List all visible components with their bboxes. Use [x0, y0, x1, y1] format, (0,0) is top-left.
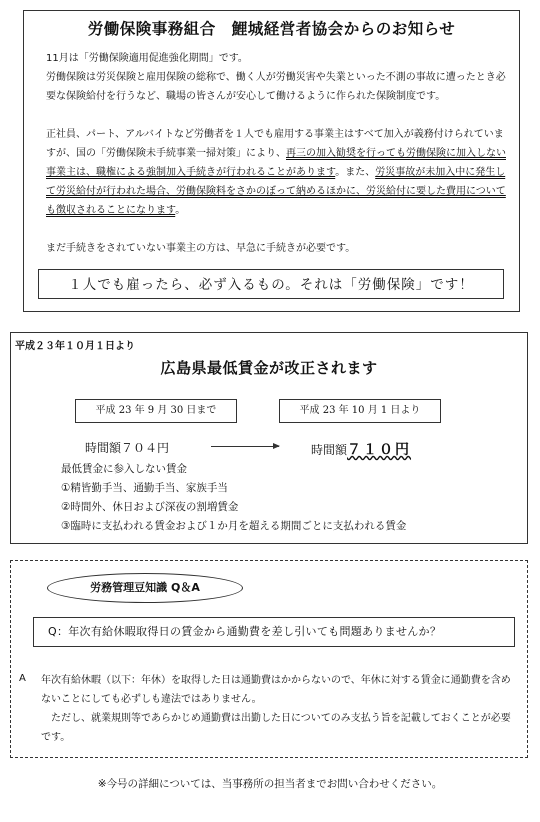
answer-text	[41, 671, 517, 747]
new-wage-value: ７１０円	[347, 442, 412, 458]
old-date-box: 平成 23 年 9 月 30 日まで	[75, 399, 237, 423]
arrow-right-icon	[211, 446, 279, 447]
notice-p3-text-c: 。また、	[335, 167, 376, 178]
list-item: ①精皆勤手当、通勤手当、家族手当	[61, 482, 228, 494]
wage-title: 広島県最低賃金が改正されます	[160, 359, 378, 377]
labor-insurance-notice	[23, 10, 520, 312]
answer-paragraph-1: 年次有給休暇（以下：年休）を取得した日は通勤費はかからないので、年休に対する賃金に通勤費を含めないことにしても必ずしも違法ではありません。	[41, 675, 511, 705]
notice-slogan: １人でも雇ったら、必ず入るもの。それは「労働保険」です！	[38, 269, 504, 299]
era-label: 平成２３年１０月１日より	[15, 341, 135, 352]
notice-p3-underlined-1: 再三の加入勧奨を行っても労働保険に加入しない事業主は、職権による強制加入手続きが行われることがあります	[46, 148, 506, 178]
question-box: Q：年次有給休暇取得日の賃金から通勤費を差し引いても問題ありませんか？	[33, 617, 515, 647]
old-wage-prefix: 時間額	[85, 441, 122, 455]
answer-paragraph-2: ただし、就業規則等であらかじめ通勤費は出勤した日についてのみ支払う旨を記載しておくことが必要です。	[41, 713, 511, 743]
qa-heading: 労務管理豆知識 Q＆A	[47, 573, 243, 603]
notice-paragraph-2: 労働保険は労災保険と雇用保険の総称で、働く人が労働災害や失業といった不測の事故に遭ったとき必要な保険給付を行うなど、職場の皆さんが安心して働けるように作られた保険制度です。	[46, 72, 506, 102]
list-item: 最低賃金に参入しない賃金	[61, 463, 187, 475]
notice-paragraph-3	[46, 125, 506, 220]
notice-paragraph-1: 11月は「労働保険適用促進強化期間」です。	[46, 53, 248, 64]
new-wage	[311, 439, 411, 459]
notice-p3-text-a: 正社員、パート、アルバイトなど労働者を１人でも雇用する事業主はすべて加入が義務付けられていますが、国の「労働保険未手続事業一掃対策」により、	[46, 129, 504, 159]
exclusion-list	[61, 460, 406, 536]
notice-p3-text-e: 。	[175, 205, 186, 216]
notice-paragraph-4: まだ手続きをされていない事業主の方は、早急に手続きが必要です。	[46, 243, 356, 254]
new-date-box: 平成 23 年 10 月 1 日より	[279, 399, 441, 423]
old-wage-value: ７０４円	[121, 441, 170, 455]
list-item: ③臨時に支払われる賃金および１か月を超える期間ごとに支払われる賃金	[61, 520, 407, 532]
notice-p3-underlined-2: 労災事故が未加入中に発生して労災給付が行われた場合、労働保険料をさかのぼって納めるほかに、労災給付に要した費用についても徴収されることになります	[46, 167, 506, 216]
notice-title: 労働保険事務組合 鯉城経営者協会からのお知らせ	[87, 20, 456, 38]
answer-label: A	[19, 673, 26, 684]
old-wage	[85, 439, 169, 456]
minimum-wage-section	[10, 332, 528, 544]
footer-note: ※今号の詳細については、当事務所の担当者までお問い合わせください。	[97, 778, 443, 790]
list-item: ②時間外、休日および深夜の割増賃金	[61, 501, 239, 513]
qa-section	[10, 560, 528, 758]
new-wage-prefix: 時間額	[311, 443, 348, 457]
